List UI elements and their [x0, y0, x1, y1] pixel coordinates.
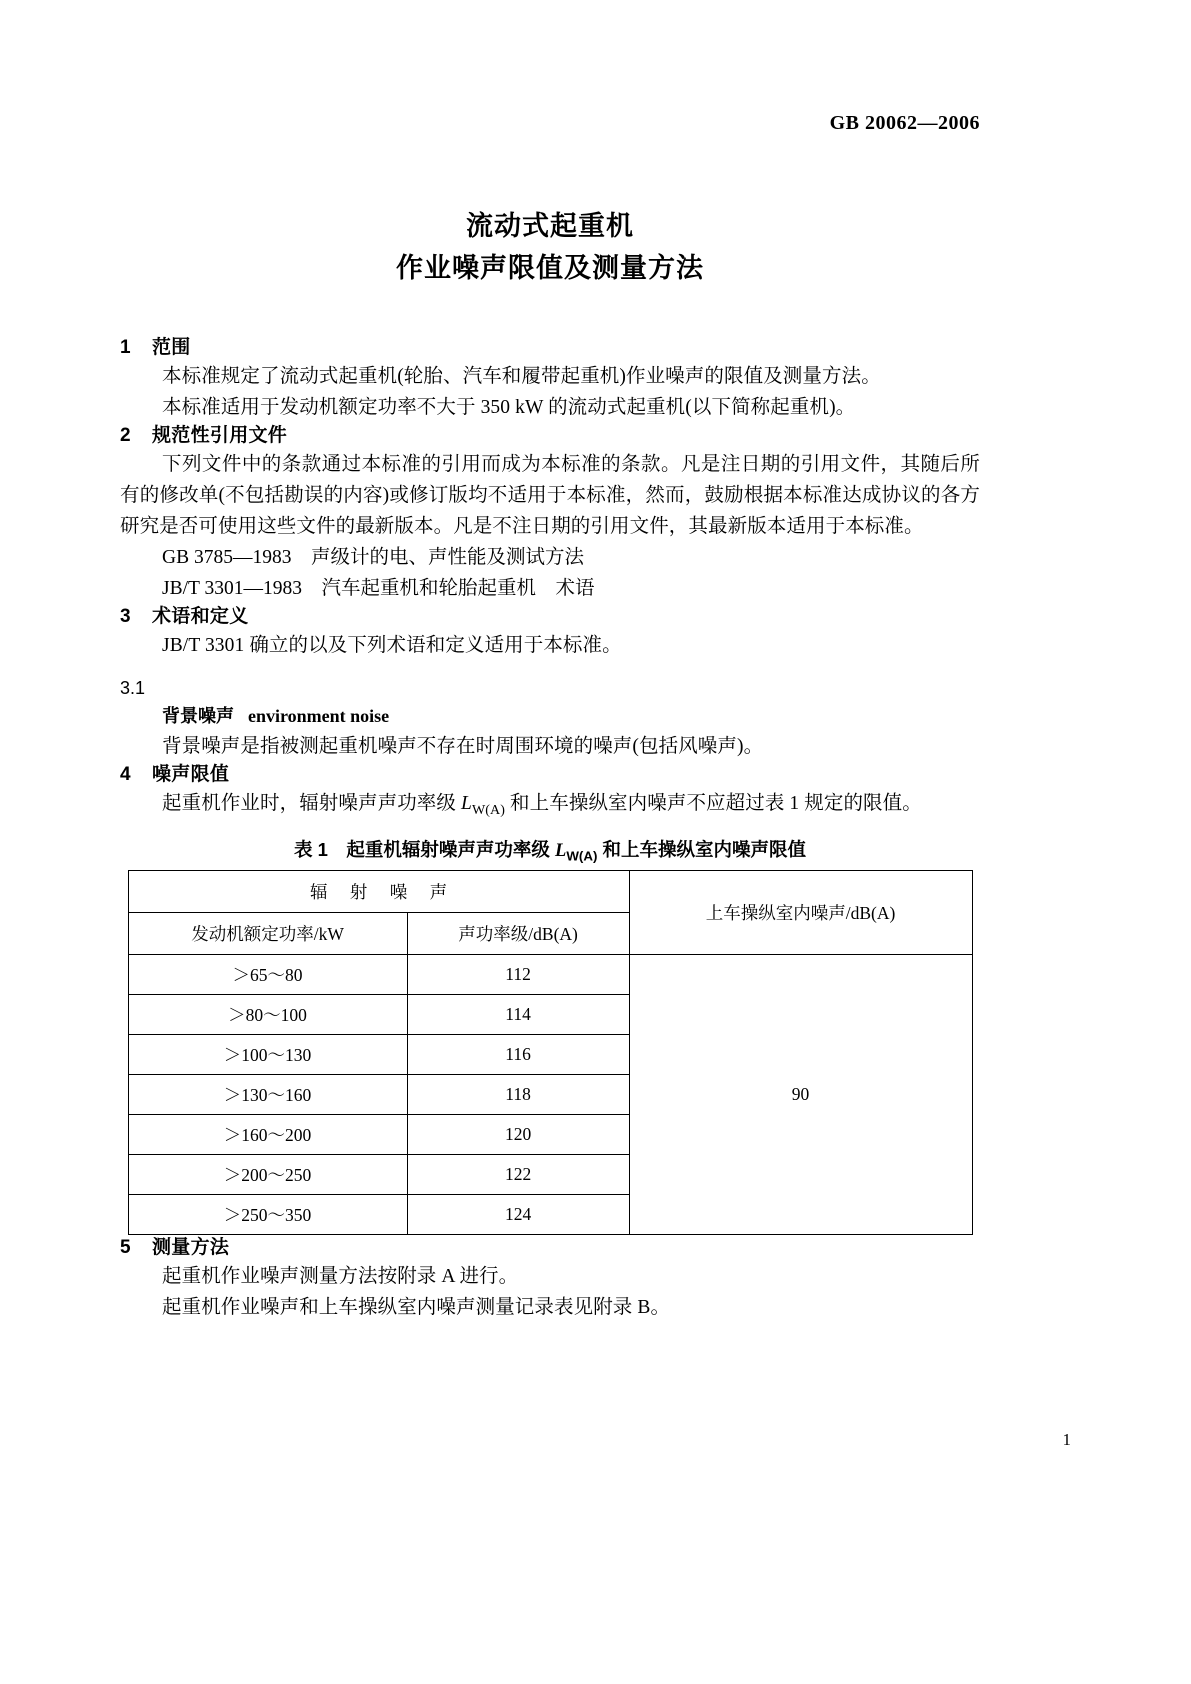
- cell-level: 116: [407, 1034, 629, 1074]
- document-header: [120, 112, 980, 135]
- term-chinese: 背景噪声: [162, 706, 234, 726]
- cell-power: ＞250～350: [128, 1194, 407, 1234]
- sound-power-subscript: W(A): [471, 801, 506, 818]
- section-heading-4: [120, 762, 980, 788]
- cell-power: ＞65～80: [128, 954, 407, 994]
- page-number: 1: [1062, 1430, 1071, 1449]
- document-body: [120, 335, 980, 1323]
- table-header-cab-noise: 上车操纵室内噪声/dB(A): [629, 870, 972, 954]
- table-group-header-label: 辐 射 噪 声: [309, 881, 457, 902]
- cell-level: 122: [407, 1154, 629, 1194]
- noise-limits-table: [128, 870, 973, 1235]
- sound-power-symbol: L: [460, 793, 472, 814]
- cell-cab-noise-value: 90: [629, 954, 972, 1234]
- section-heading-2: [120, 423, 980, 449]
- section-2-paragraph-1: 下列文件中的条款通过本标准的引用而成为本标准的条款。凡是注日期的引用文件，其随后所有的修改单(不包括勘误的内容)或修订版均不适用于本标准，然而，鼓励根据本标准达成协议的各方研究是否可使用这些文件的最新版本。凡是不注日期的引用文件，其最新版本适用于本标准。: [120, 454, 980, 537]
- table-group-header-radiated: [128, 870, 629, 912]
- table-caption: [120, 836, 980, 864]
- title-line-2: 作业噪声限值及测量方法: [396, 253, 704, 283]
- page-title: [120, 205, 980, 289]
- section-number-4: 4: [120, 764, 131, 785]
- standard-number: GB 20062—2006: [829, 112, 980, 134]
- section-5-paragraph-1: 起重机作业噪声测量方法按附录 A 进行。: [162, 1265, 519, 1287]
- section-title-5: 测量方法: [152, 1236, 230, 1258]
- term-entry: [120, 701, 980, 731]
- table-header-sound-power-level: 声功率级/dB(A): [407, 912, 629, 954]
- section-number-5: 5: [120, 1236, 131, 1258]
- section-1-paragraph-1: 本标准规定了流动式起重机(轮胎、汽车和履带起重机)作业噪声的限值及测量方法。: [162, 366, 881, 387]
- table-caption-subscript: W(A): [566, 848, 598, 864]
- section-5-paragraph-2: 起重机作业噪声和上车操纵室内噪声测量记录表见附录 B。: [162, 1296, 671, 1318]
- cell-power: ＞200～250: [128, 1154, 407, 1194]
- section-1-paragraph-2: 本标准适用于发动机额定功率不大于 350 kW 的流动式起重机(以下简称起重机)。: [162, 397, 856, 418]
- section-4-text-before: 起重机作业时，辐射噪声声功率级: [162, 793, 461, 814]
- cell-power: ＞100～130: [128, 1034, 407, 1074]
- section-heading-3: [120, 604, 980, 630]
- subsection-number-3-1: 3.1: [120, 678, 146, 698]
- cell-level: 120: [407, 1114, 629, 1154]
- cell-level: 124: [407, 1194, 629, 1234]
- section-title-3: 术语和定义: [152, 606, 249, 627]
- table-caption-after: 和上车操纵室内噪声限值: [597, 838, 807, 860]
- cell-power: ＞130～160: [128, 1074, 407, 1114]
- term-definition: 背景噪声是指被测起重机噪声不存在时周围环境的噪声(包括风噪声)。: [162, 736, 764, 757]
- cell-level: 118: [407, 1074, 629, 1114]
- cell-level: 112: [407, 954, 629, 994]
- table-header-engine-power: 发动机额定功率/kW: [128, 912, 407, 954]
- cell-level: 114: [407, 994, 629, 1034]
- section-4-paragraph-1: [120, 788, 980, 826]
- table-row: [128, 954, 972, 994]
- table-caption-symbol: L: [555, 840, 567, 861]
- section-title-4: 噪声限值: [152, 764, 230, 785]
- section-title-1: 范围: [152, 337, 191, 358]
- section-title-2: 规范性引用文件: [152, 425, 288, 446]
- section-number-3: 3: [120, 606, 131, 627]
- section-heading-1: [120, 335, 980, 361]
- cell-power: ＞80～100: [128, 994, 407, 1034]
- term-english: environment noise: [248, 706, 390, 726]
- section-4-text-after: 和上车操纵室内噪声不应超过表 1 规定的限值。: [505, 793, 922, 814]
- normative-reference-2: JB/T 3301—1983 汽车起重机和轮胎起重机 术语: [162, 578, 595, 599]
- cell-power: ＞160～200: [128, 1114, 407, 1154]
- section-number-1: 1: [120, 337, 131, 358]
- title-line-1: 流动式起重机: [466, 211, 634, 241]
- section-3-paragraph-1: JB/T 3301 确立的以及下列术语和定义适用于本标准。: [162, 635, 622, 656]
- table-header-row-1: [128, 870, 972, 912]
- normative-reference-1: GB 3785—1983 声级计的电、声性能及测试方法: [162, 547, 584, 568]
- section-heading-5: [120, 1235, 980, 1261]
- section-number-2: 2: [120, 425, 131, 446]
- table-caption-before: 表 1 起重机辐射噪声声功率级: [293, 838, 556, 860]
